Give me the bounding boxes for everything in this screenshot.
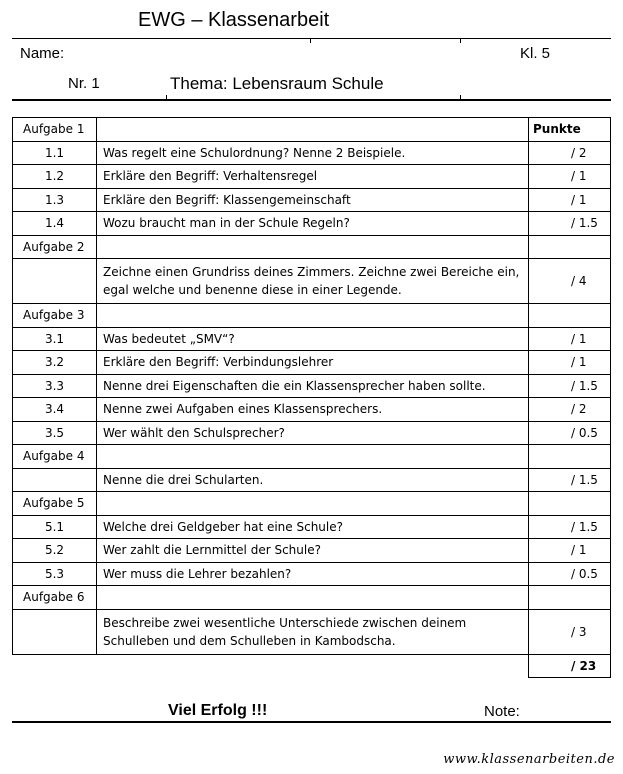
task-text (97, 235, 529, 259)
task-row (13, 327, 611, 351)
task-text: Beschreibe zwei wesentliche Unterschiede zwischen deinem Schulleben und dem Schulleben in Kambodscha. (97, 609, 529, 654)
page-title: EWG – Klassenarbeit (138, 9, 330, 31)
name-label: Name: (20, 45, 65, 62)
brand-watermark: www.klassenarbeiten.de (443, 752, 615, 767)
task-row (13, 515, 611, 539)
divider-tick (460, 38, 461, 43)
task-text: Erkläre den Begriff: Klassengemeinschaft (97, 188, 529, 212)
task-row (13, 539, 611, 563)
task-number (13, 468, 97, 492)
task-text (97, 586, 529, 610)
task-number (13, 609, 97, 654)
task-points: / 1 (529, 539, 611, 563)
task-points: / 4 (529, 259, 611, 304)
divider-tick (166, 95, 167, 100)
task-points: / 2 (529, 398, 611, 422)
section-row (13, 492, 611, 516)
section-row (13, 235, 611, 259)
task-points: / 3 (529, 609, 611, 654)
task-text (97, 492, 529, 516)
task-text: Zeichne einen Grundriss deines Zimmers. Zeichne zwei Bereiche ein, egal welche und benenne diese in einer Legende. (97, 259, 529, 304)
task-number: 1.3 (13, 188, 97, 212)
task-row (13, 562, 611, 586)
section-row (13, 445, 611, 469)
task-text: Erkläre den Begriff: Verbindungslehrer (97, 351, 529, 375)
task-row (13, 468, 611, 492)
task-text: Was bedeutet „SMV“? (97, 327, 529, 351)
task-row (13, 374, 611, 398)
task-points: / 1 (529, 165, 611, 189)
header-divider-bottom (12, 99, 611, 101)
task-row (13, 398, 611, 422)
section-label: Aufgabe 3 (13, 304, 97, 328)
task-row (13, 141, 611, 165)
task-points: / 0.5 (529, 562, 611, 586)
task-points (529, 304, 611, 328)
task-points: / 0.5 (529, 421, 611, 445)
total-points: / 23 (529, 654, 611, 678)
section-label: Aufgabe 1 (13, 118, 97, 142)
task-row (13, 165, 611, 189)
divider-tick (310, 38, 311, 43)
number-label: Nr. 1 (68, 75, 100, 92)
task-number: 5.3 (13, 562, 97, 586)
task-text (97, 118, 529, 142)
section-label: Aufgabe 4 (13, 445, 97, 469)
task-text (97, 304, 529, 328)
task-text: Erkläre den Begriff: Verhaltensregel (97, 165, 529, 189)
task-points: / 1.5 (529, 374, 611, 398)
grade-label: Note: (484, 703, 520, 720)
total-row (13, 654, 611, 678)
task-points (529, 445, 611, 469)
task-text: Welche drei Geldgeber hat eine Schule? (97, 515, 529, 539)
task-number: 5.2 (13, 539, 97, 563)
task-number: 1.1 (13, 141, 97, 165)
empty-cell (13, 654, 97, 678)
task-number: 3.2 (13, 351, 97, 375)
task-number: 1.2 (13, 165, 97, 189)
divider-tick (460, 95, 461, 100)
task-text: Nenne drei Eigenschaften die ein Klassensprecher haben sollte. (97, 374, 529, 398)
task-row (13, 212, 611, 236)
task-number: 1.4 (13, 212, 97, 236)
task-text: Nenne die drei Schularten. (97, 468, 529, 492)
task-text: Nenne zwei Aufgaben eines Klassensprechers. (97, 398, 529, 422)
task-row (13, 351, 611, 375)
section-row (13, 586, 611, 610)
task-points: / 1.5 (529, 212, 611, 236)
task-points: / 2 (529, 141, 611, 165)
task-row (13, 188, 611, 212)
task-number: 3.3 (13, 374, 97, 398)
task-number: 3.5 (13, 421, 97, 445)
task-points: / 1 (529, 188, 611, 212)
footer-divider (12, 721, 611, 723)
good-luck-text: Viel Erfolg !!! (168, 702, 268, 719)
task-points: / 1.5 (529, 515, 611, 539)
section-label: Aufgabe 6 (13, 586, 97, 610)
task-points (529, 235, 611, 259)
task-text: Wer wählt den Schulsprecher? (97, 421, 529, 445)
task-points (529, 586, 611, 610)
task-text: Wer zahlt die Lernmittel der Schule? (97, 539, 529, 563)
section-row (13, 304, 611, 328)
task-text: Wer muss die Lehrer bezahlen? (97, 562, 529, 586)
task-row (13, 609, 611, 654)
task-text (97, 445, 529, 469)
section-label: Aufgabe 2 (13, 235, 97, 259)
task-number: 3.4 (13, 398, 97, 422)
section-label: Aufgabe 5 (13, 492, 97, 516)
task-points (529, 492, 611, 516)
task-row (13, 259, 611, 304)
task-number: 5.1 (13, 515, 97, 539)
task-points: / 1 (529, 351, 611, 375)
task-text: Was regelt eine Schulordnung? Nenne 2 Beispiele. (97, 141, 529, 165)
task-row (13, 421, 611, 445)
task-points: / 1.5 (529, 468, 611, 492)
task-number: 3.1 (13, 327, 97, 351)
empty-cell (97, 654, 529, 678)
table-header-row (13, 118, 611, 142)
task-points: / 1 (529, 327, 611, 351)
task-number (13, 259, 97, 304)
task-text: Wozu braucht man in der Schule Regeln? (97, 212, 529, 236)
topic-label: Thema: Lebensraum Schule (170, 74, 384, 93)
class-label: Kl. 5 (520, 45, 551, 62)
header-divider-top (12, 38, 611, 39)
exam-table (12, 117, 611, 678)
points-header: Punkte (529, 118, 611, 142)
